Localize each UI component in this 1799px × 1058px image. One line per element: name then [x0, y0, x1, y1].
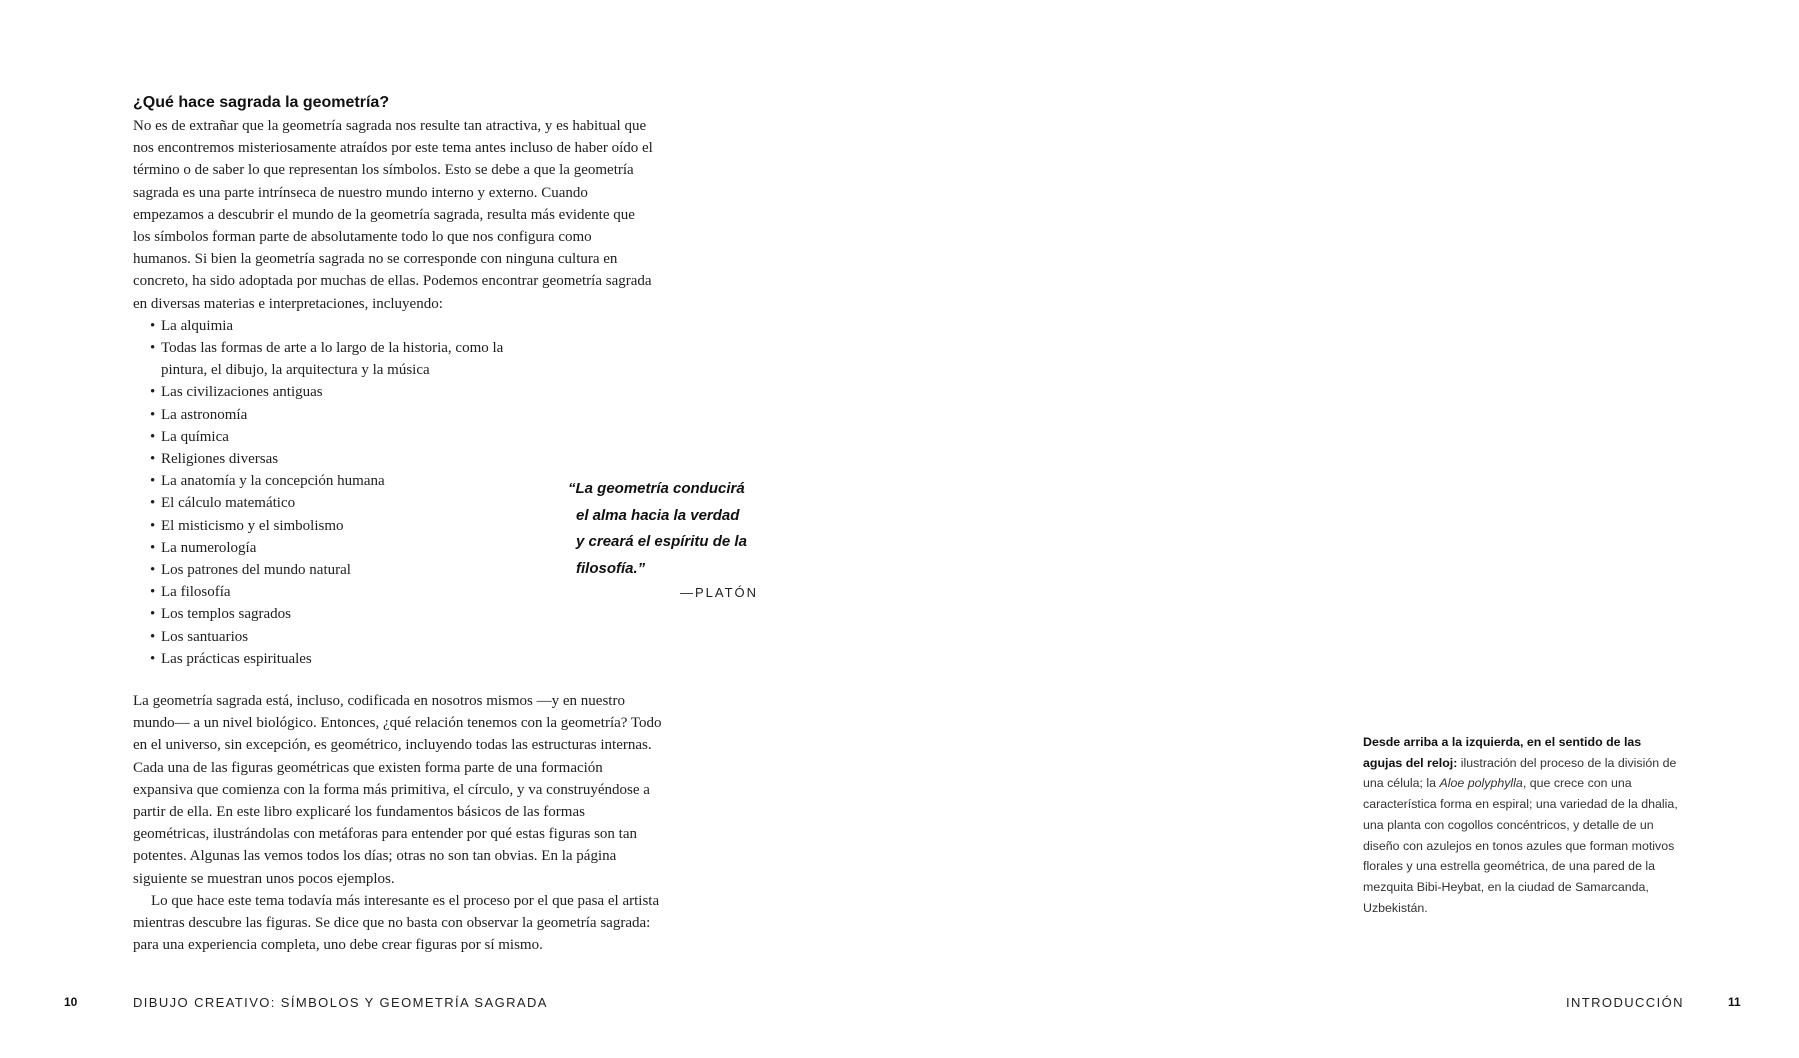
list-item: • La astronomía — [133, 404, 653, 426]
list-item: • Los patrones del mundo natural — [133, 559, 653, 581]
image-caption — [1363, 732, 1683, 918]
intro-paragraph: No es de extrañar que la geometría sagrada nos resulte tan atractiva, y es habitual que nos encontremos misteriosamente atraídos por este tema antes incluso de haber oído el término o de saber lo que representan los símbolos. Esto se debe a que la geometría sagrada es una parte intrínseca de nuestro mundo interno y externo. Cuando empezamos a descubrir el mundo de la geometría sagrada, resulta más evidente que los símbolos forman parte de absolutamente todo lo que nos configura como humanos. Si bien la geometría sagrada no se corresponde con ninguna cultura en concreto, ha sido adoptada por muchas de ellas. Podemos encontrar geometría sagrada en diversas materias e interpretaciones, incluyendo: — [133, 118, 653, 312]
caption-text: , que crece con una característica forma en espiral; una variedad de la dhalia, una planta con cogollos concéntricos, y detalle de un diseño con azulejos en tonos azules que forman motivos florales y una estrella geométrica, de una pared de la mezquita Bibi-Heybat, en la ciudad de Samarcanda, Uzbekistán. — [1363, 776, 1678, 915]
list-item: • Religiones diversas — [133, 448, 653, 470]
list-item: • Las civilizaciones antiguas — [133, 381, 653, 403]
list-item: • Los santuarios — [133, 626, 653, 648]
list-item: • La química — [133, 426, 653, 448]
list-item: • Los templos sagrados — [133, 603, 653, 625]
caption-lead: Desde arriba a la izquierda, en el sentido de las agujas del reloj: — [1363, 735, 1642, 770]
pull-quote — [568, 476, 768, 582]
page-number-right: 11 — [1728, 995, 1741, 1009]
list-item: • Todas las formas de arte a lo largo de la historia, como la pintura, el dibujo, la arquitectura y la música — [133, 337, 521, 381]
body-paragraph: La geometría sagrada está, incluso, codificada en nosotros mismos —y en nuestro mundo— a un nivel biológico. Entonces, ¿qué relación tenemos con la geometría? Todo en el universo, sin excepción, es geométrico, incluyendo todas las estructuras internas. Cada una de las figuras geométricas que existen forma parte de una formación expansiva que comienza con la forma más primitiva, el círculo, y va construyéndose a partir de ella. En este libro explicaré los fundamentos básicos de las formas geométricas, ilustrándolas con metáforas para entender por qué estas figuras son tan potentes. Algunas las vemos todos los días; otras no son tan obvias. En la página siguiente se muestran unos pocos ejemplos. — [133, 693, 662, 887]
list-item: • El cálculo matemático — [133, 492, 653, 514]
caption-text: ilustración del proceso de la división de una célula; la — [1363, 755, 1677, 791]
quote-attribution: —PLATÓN — [680, 585, 759, 600]
quote-line: el alma hacia la verdad — [576, 506, 740, 524]
quote-line: filosofía.” — [576, 559, 646, 577]
body-text-block — [133, 690, 663, 956]
list-item: • La alquimia — [133, 315, 653, 337]
running-title-left: DIBUJO CREATIVO: SÍMBOLOS Y GEOMETRÍA SAGRADA — [133, 995, 548, 1010]
list-item: • El misticismo y el simbolismo — [133, 515, 653, 537]
caption-species: Aloe polyphylla — [1439, 776, 1523, 791]
list-item: • La anatomía y la concepción humana — [133, 470, 653, 492]
page-number-left: 10 — [64, 995, 78, 1009]
section-heading: ¿Qué hace sagrada la geometría? — [133, 94, 390, 111]
body-paragraph: Lo que hace este tema todavía más interesante es el proceso por el que pasa el artista mientras descubre las figuras. Se dice que no basta con observar la geometría sagrada: para una experiencia completa, uno debe crear figuras por sí mismo. — [133, 892, 660, 954]
list-item: • La numerología — [133, 537, 653, 559]
list-item: • Las prácticas espirituales — [133, 648, 653, 670]
list-item: • La filosofía — [133, 581, 653, 603]
quote-line: y creará el espíritu de la — [576, 533, 747, 550]
intro-block — [133, 115, 653, 670]
running-title-right: INTRODUCCIÓN — [1566, 995, 1684, 1010]
quote-line: “La geometría conducirá — [568, 480, 745, 497]
